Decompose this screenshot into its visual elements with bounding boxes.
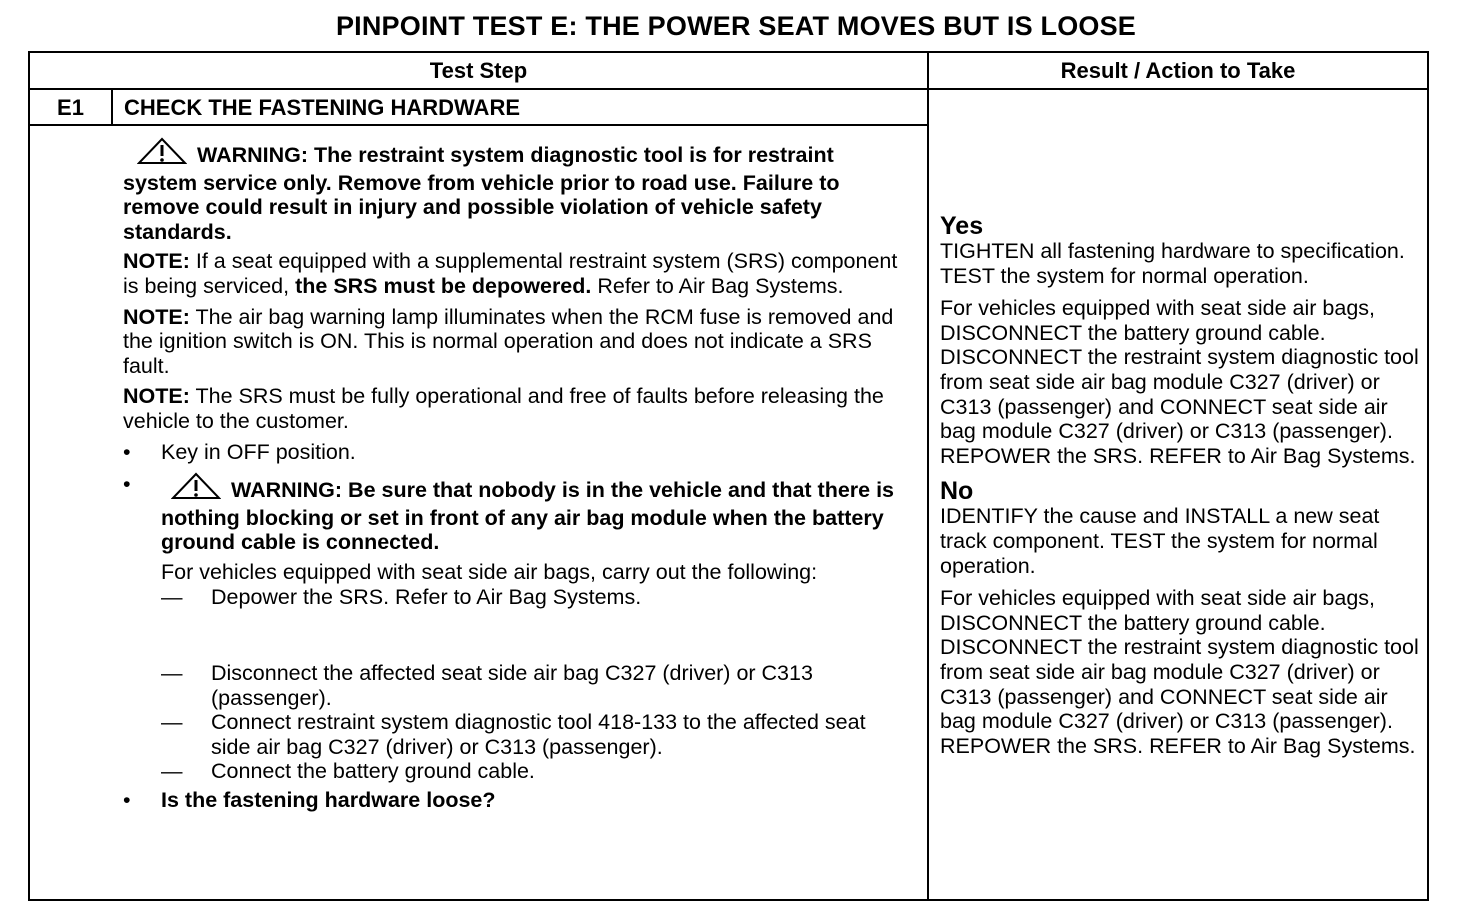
note-srs-operational — [123, 384, 903, 433]
question-text: Is the fastening hardware loose? — [161, 788, 496, 813]
note-text: The SRS must be fully operational and free of faults before releasing the vehicle to the customer. — [123, 384, 884, 433]
step-heading-divider — [30, 124, 927, 126]
bullet-warning — [123, 472, 903, 784]
page-title: PINPOINT TEST E: THE POWER SEAT MOVES BUT IS LOOSE — [335, 11, 1137, 41]
note-text: The air bag warning lamp illuminates when the RCM fuse is removed and the ignition switch is ON. This is normal operation and does not indicate a SRS fault. — [123, 304, 894, 378]
no-side-bags-action: For vehicles equipped with seat side air bags, DISCONNECT the battery ground cable. DISCONNECT the restraint system diagnostic tool from seat side air bag module C327 (driver) or C313 (passenger) and CONNECT seat side air bag module C327 (driver) or C313 (passenger). REPOWER the SRS. REFER to Air Bag Systems. — [940, 586, 1419, 758]
note-label: NOTE: — [123, 304, 190, 329]
column-divider — [927, 53, 929, 899]
warning-text: WARNING: The restraint system diagnostic tool is for restraint system service only. Remove from vehicle prior to road use. Failure to remove could result in injury and possible violation of vehicle safety standards. — [123, 143, 840, 244]
bullet-mark: • — [123, 439, 131, 464]
header-divider — [30, 88, 1427, 90]
test-step-body — [123, 137, 903, 813]
pinpoint-test-table — [28, 51, 1429, 901]
dash-text: Connect restraint system diagnostic tool 418-133 to the affected seat side air bag C327 (driver) or C313 (passenger). — [211, 710, 866, 759]
dash-text: Depower the SRS. Refer to Air Bag Systems. — [211, 584, 642, 609]
note-warning-lamp — [123, 305, 903, 379]
dash-step — [161, 661, 903, 710]
step-id: E1 — [57, 95, 84, 120]
result-body — [940, 213, 1422, 758]
bullet-question — [123, 788, 903, 813]
side-bags-intro: For vehicles equipped with seat side air bags, carry out the following: — [161, 559, 818, 584]
dash-mark: — — [161, 759, 183, 784]
dash-step — [161, 710, 903, 759]
warning-text: WARNING: Be sure that nobody is in the vehicle and that there is nothing blocking or set in front of any air bag module when the battery ground cable is connected. — [161, 478, 895, 555]
dash-text: Disconnect the affected seat side air bag C327 (driver) or C313 (passenger). — [211, 661, 813, 710]
bullet-text: Key in OFF position. — [161, 439, 356, 464]
dash-step — [161, 585, 903, 610]
yes-action: TIGHTEN all fastening hardware to specification. TEST the system for normal operation. — [940, 239, 1405, 288]
note-emphasis: the SRS must be depowered. — [295, 273, 592, 298]
note-label: NOTE: — [123, 384, 190, 409]
bullet-key-off — [123, 440, 903, 465]
dash-mark: — — [161, 710, 183, 735]
bullet-mark: • — [123, 472, 131, 497]
dash-mark: — — [161, 584, 183, 609]
test-step-header: Test Step — [429, 58, 528, 83]
warning-paragraph — [161, 472, 903, 555]
warning-triangle-icon — [137, 137, 187, 171]
dash-step — [161, 759, 903, 784]
no-action: IDENTIFY the cause and INSTALL a new seat track component. TEST the system for normal operation. — [940, 504, 1380, 578]
bullet-mark: • — [123, 788, 131, 813]
dash-mark: — — [161, 661, 183, 686]
note-tail: Refer to Air Bag Systems. — [591, 273, 844, 298]
step-id-divider — [111, 90, 113, 126]
step-heading: CHECK THE FASTENING HARDWARE — [124, 95, 521, 120]
note-depower — [123, 249, 903, 298]
yes-side-bags-action: For vehicles equipped with seat side air bags, DISCONNECT the battery ground cable. DISCONNECT the restraint system diagnostic tool from seat side air bag module C327 (driver) or C313 (passenger) and CONNECT seat side air bag module C327 (driver) or C313 (passenger). REPOWER the SRS. REFER to Air Bag Systems. — [940, 296, 1419, 468]
yes-label: Yes — [940, 212, 984, 240]
result-header: Result / Action to Take — [1060, 58, 1296, 83]
note-label: NOTE: — [123, 249, 190, 274]
no-label: No — [940, 477, 974, 506]
warning-paragraph — [123, 137, 903, 244]
dash-text: Connect the battery ground cable. — [211, 759, 535, 784]
note-text: If a seat equipped with a supplemental restraint system (SRS) component is being serviced, — [123, 249, 898, 298]
warning-triangle-icon — [171, 472, 221, 506]
